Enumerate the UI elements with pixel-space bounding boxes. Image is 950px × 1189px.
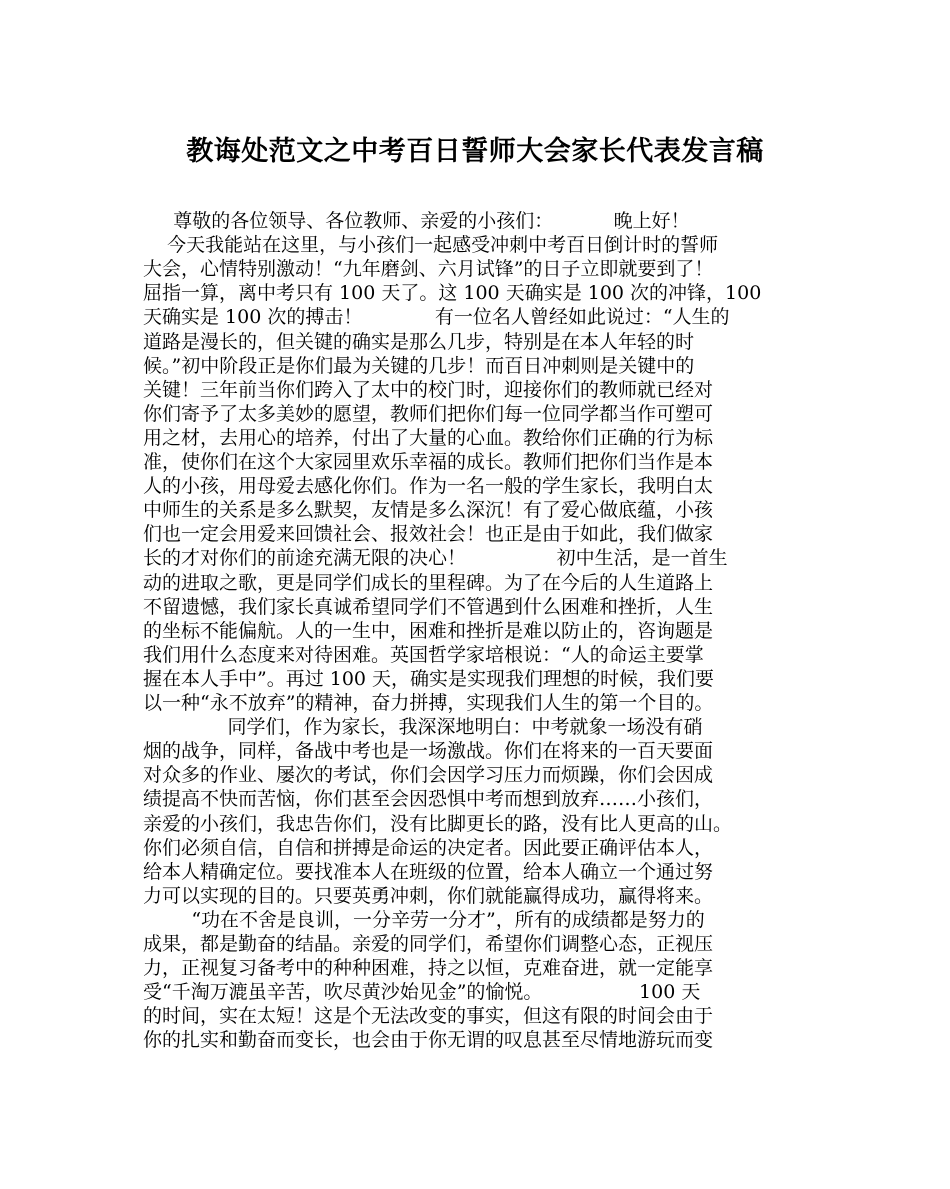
text-line: 你的扎实和勤奋而变长，也会由于你无谓的叹息甚至尽情地游玩而变 <box>143 1029 714 1052</box>
text-line: 动的进取之歌，更是同学们成长的里程碑。为了在今后的人生道路上 <box>143 571 714 594</box>
text-line: 长的才对你们的前途充满无限的决心！ 初中生活，是一首生 <box>143 547 728 570</box>
text-line: 力可以实现的目的。只要英勇冲刺，你们就能赢得成功，赢得将来。 <box>143 884 714 907</box>
text-line: 的时间，实在太短！这是个无法改变的事实，但这有限的时间会由于 <box>143 1005 714 1028</box>
text-line: 道路是漫长的，但关键的确实是那么几步，特别是在本人年轻的时 <box>143 330 695 353</box>
text-line: 以一种“永不放弃”的精神，奋力拼搏，实现我们人生的第一个目的。 <box>143 692 714 714</box>
document-title: 教诲处范文之中考百日誓师大会家长代表发言稿 <box>186 136 764 167</box>
text-line: 尊敬的各位领导、各位教师、亲爱的小孩们： 晚上好！ <box>143 210 690 232</box>
text-line: 天确实是 100 次的搏击！ 有一位名人曾经如此说过：“人生的 <box>143 306 730 329</box>
text-line: 的坐标不能偏航。人的一生中，困难和挫折是难以防止的，咨询题是 <box>143 619 714 642</box>
text-line: 烟的战争，同样，备战中考也是一场激战。你们在将来的一百天要面 <box>143 740 714 763</box>
text-line: 我们用什么态度来对待困难。英国哲学家培根说：“人的命运主要掌 <box>143 643 704 666</box>
text-line: 给本人精确定位。要找准本人在班级的位置，给本人确立一个通过努 <box>143 860 714 883</box>
text-line: 们也一定会用爱来回馈社会、报效社会！也正是由于如此，我们做家 <box>143 523 714 546</box>
text-line: 人的小孩，用母爱去感化你们。作为一名一般的学生家长，我明白太 <box>143 475 714 498</box>
text-line: 今天我能站在这里，与小孩们一起感受冲刺中考百日倒计时的誓师 <box>143 234 719 257</box>
text-line: 亲爱的小孩们，我忠告你们，没有比脚更长的路，没有比人更高的山。 <box>143 812 733 835</box>
text-line: 绩提高不快而苦恼，你们甚至会因恐惧中考而想到放弃……小孩们， <box>143 788 714 811</box>
text-line: 力，正视复习备考中的种种困难，持之以恒，克难奋进，就一定能享 <box>143 957 714 980</box>
text-line: “功在不舍是良训，一分辛劳一分才”，所有的成绩都是努力的 <box>143 908 705 931</box>
text-line: 屈指一算，离中考只有 100 天了。这 100 天确实是 100 次的冲锋，100 <box>143 282 762 305</box>
text-line: 受“千淘万漉虽辛苦，吹尽黄沙始见金”的愉悦。 100 天 <box>143 981 701 1004</box>
text-line: 候。”初中阶段正是你们最为关键的几步！而百日冲刺则是关键中的 <box>143 354 695 377</box>
text-line: 同学们，作为家长，我深深地明白：中考就象一场没有硝 <box>143 716 703 739</box>
text-line: 大会，心情特别激动！“九年磨剑、六月试锋”的日子立即就要到了！ <box>143 258 714 281</box>
text-line: 成果，都是勤奋的结晶。亲爱的同学们，希望你们调整心态，正视压 <box>143 933 714 955</box>
text-line: 不留遗憾，我们家长真诚希望同学们不管遇到什么困难和挫折，人生 <box>143 595 714 618</box>
text-line: 准，使你们在这个大家园里欢乐幸福的成长。教师们把你们当作是本 <box>143 451 714 473</box>
text-line: 你们寄予了太多美妙的愿望，教师们把你们每一位同学都当作可塑可 <box>143 402 714 425</box>
text-line: 对众多的作业、屡次的考试，你们会因学习压力而烦躁，你们会因成 <box>143 764 714 787</box>
text-line: 中师生的关系是多么默契，友情是多么深沉！有了爱心做底蕴，小孩 <box>143 499 714 522</box>
text-line: 用之材，去用心的培养，付出了大量的心血。教给你们正确的行为标 <box>143 426 714 449</box>
text-line: 你们必须自信，自信和拼搏是命运的决定者。因此要正确评估本人， <box>143 836 714 859</box>
text-line: 关键！三年前当你们跨入了太中的校门时，迎接你们的教师就已经对 <box>143 378 714 401</box>
text-line: 握在本人手中”。再过 100 天，确实是实现我们理想的时候，我们要 <box>143 667 715 690</box>
